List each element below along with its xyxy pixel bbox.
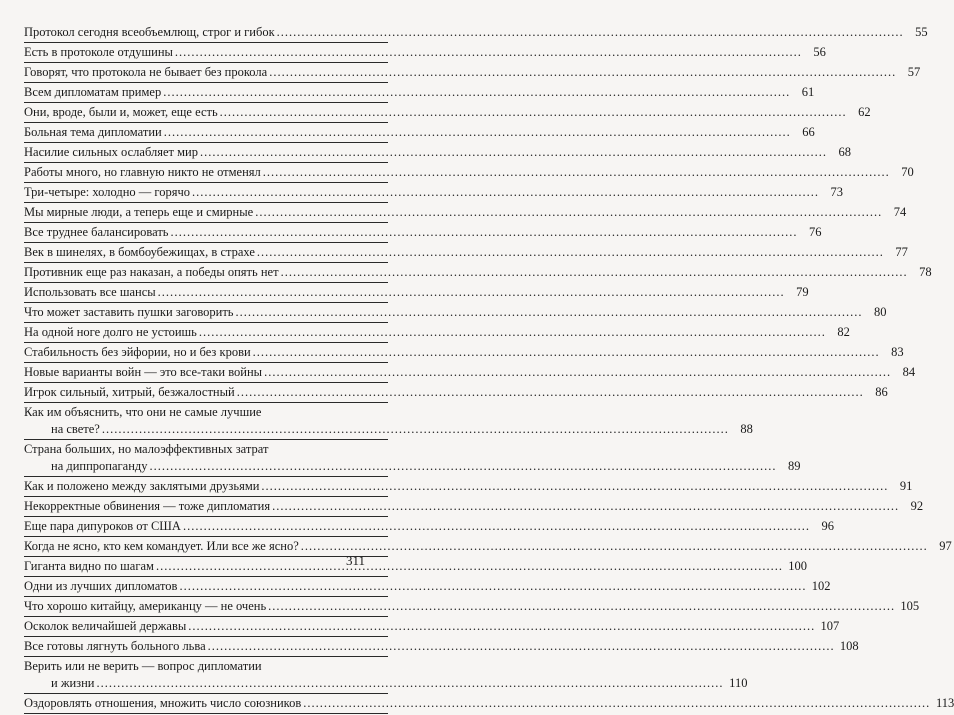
toc-entry — [24, 578, 831, 597]
toc-entry-page: 74 — [893, 205, 907, 219]
toc-entry-page: 113 — [935, 696, 954, 710]
dot-leader — [200, 144, 827, 161]
toc-entry-page: 108 — [839, 639, 859, 653]
toc-entry-title: Осколок величайшей державы — [24, 619, 187, 633]
dot-leader — [183, 518, 810, 535]
toc-entry-title-line1: Страна больших, но малоэффективных затрат — [24, 442, 269, 456]
toc-entry — [24, 658, 748, 694]
toc-entry-page: 68 — [838, 145, 851, 159]
toc-entry-title: Всем дипломатам пример — [24, 85, 162, 99]
toc-entry-page: 55 — [915, 25, 928, 39]
toc-entry-title: Все готовы лягнуть больного льва — [24, 639, 206, 653]
toc-entry — [24, 84, 815, 103]
toc-entry-page: 88 — [740, 422, 753, 436]
dot-leader — [163, 84, 790, 101]
toc-entry-title: Когда не ясно, кто кем командует. Или все же ясно? — [24, 539, 299, 553]
dot-leader — [301, 538, 928, 555]
toc-entry-title: Протокол сегодня всеобъемлющ, строг и гибок — [24, 25, 275, 39]
toc-entry-title: Все труднее балансировать — [24, 225, 169, 239]
toc-entry-page: 76 — [809, 225, 822, 239]
toc-entry-page: 83 — [891, 345, 904, 359]
toc-entry — [24, 558, 807, 577]
toc-entry-page: 97 — [939, 539, 952, 553]
toc-entry — [24, 24, 928, 43]
toc-entry-page: 61 — [801, 85, 815, 99]
toc-entry-page: 91 — [899, 479, 913, 493]
dot-leader — [253, 344, 880, 361]
dot-leader — [179, 578, 806, 595]
table-of-contents — [24, 24, 954, 715]
toc-entry-page: 57 — [907, 65, 921, 79]
toc-entry-title: Одни из лучших дипломатов — [24, 579, 178, 593]
dot-leader — [188, 618, 815, 635]
toc-entry-page: 70 — [901, 165, 914, 179]
toc-entry — [24, 304, 887, 323]
toc-entry-title: Говорят, что протокола не бывает без прокола — [24, 65, 268, 79]
toc-entry-page: 84 — [902, 365, 916, 379]
toc-entry-page: 100 — [788, 559, 807, 573]
toc-entry-title: Как и положено между заклятыми друзьями — [24, 479, 260, 493]
toc-entry-page: 79 — [796, 285, 809, 299]
dot-leader — [156, 558, 783, 575]
toc-entry-page: 107 — [820, 619, 840, 633]
toc-entry-title: Работы много, но главную никто не отменял — [24, 165, 261, 179]
toc-entry — [24, 264, 932, 283]
toc-entry — [24, 518, 834, 537]
toc-entry — [24, 404, 753, 440]
toc-entry — [24, 64, 921, 83]
toc-entry-title-line1: Как им объяснить, что они не самые лучшие — [24, 405, 262, 419]
toc-entry-page: 62 — [858, 105, 871, 119]
toc-entry-page: 77 — [895, 245, 908, 259]
toc-entry — [24, 695, 954, 714]
page-number: 311 — [346, 553, 366, 568]
toc-entry — [24, 344, 904, 363]
toc-entry-title: Есть в протоколе отдушины — [24, 45, 173, 59]
toc-entry-title: на свете? — [51, 422, 100, 436]
toc-entry-title: Что хорошо китайцу, американцу — не очень — [24, 599, 267, 613]
toc-entry-title: Три-четыре: холодно — горячо — [24, 185, 190, 199]
dot-leader — [164, 124, 791, 141]
toc-entry-page: 92 — [910, 499, 924, 513]
toc-entry-title: Они, вроде, были и, может, еще есть — [24, 105, 218, 119]
toc-entry — [24, 284, 809, 303]
toc-entry-page: 56 — [813, 45, 826, 59]
toc-entry — [24, 538, 952, 557]
dot-leader — [208, 638, 835, 655]
toc-entry-page: 105 — [900, 599, 920, 613]
toc-entry — [24, 638, 859, 657]
toc-entry — [24, 478, 913, 497]
dot-leader — [303, 695, 930, 712]
dot-leader — [220, 104, 847, 121]
toc-entry — [24, 498, 924, 517]
toc-entry — [24, 324, 850, 343]
toc-entry — [24, 598, 920, 617]
dot-leader — [150, 458, 777, 475]
toc-entry-page: 86 — [875, 385, 888, 399]
dot-leader — [263, 164, 890, 181]
toc-entry — [24, 104, 871, 123]
dot-leader — [257, 244, 884, 261]
dot-leader — [199, 324, 826, 341]
toc-entry-title: Игрок сильный, хитрый, безжалостный — [24, 385, 235, 399]
toc-entry — [24, 364, 916, 383]
toc-entry-title: Новые варианты войн — это все-таки войны — [24, 365, 263, 379]
toc-entry — [24, 164, 914, 183]
toc-entry-title: на диппропаганду — [51, 459, 148, 473]
toc-entry-page: 73 — [830, 185, 843, 199]
toc-entry — [24, 441, 801, 477]
toc-entry-page: 82 — [837, 325, 850, 339]
dot-leader — [96, 675, 723, 692]
toc-entry-title: Век в шинелях, в бомбоубежищах, в страхе — [24, 245, 255, 259]
toc-entry — [24, 144, 851, 163]
dot-leader — [272, 498, 899, 515]
toc-entry-page: 78 — [919, 265, 932, 279]
dot-leader — [236, 304, 863, 321]
dot-leader — [264, 364, 891, 381]
toc-entry — [24, 618, 840, 637]
dot-leader — [268, 598, 895, 615]
toc-entry-title: Стабильность без эйфории, но и без крови — [24, 345, 251, 359]
dot-leader — [171, 224, 798, 241]
dot-leader — [237, 384, 864, 401]
dot-leader — [158, 284, 785, 301]
toc-entry-page: 96 — [821, 519, 834, 533]
toc-entry — [24, 124, 815, 143]
toc-entry-title: Насилие сильных ослабляет мир — [24, 145, 198, 159]
dot-leader — [102, 421, 729, 438]
toc-entry-title: Что может заставить пушки заговорить — [24, 305, 234, 319]
toc-entry-title: Гиганта видно по шагам — [24, 559, 154, 573]
toc-entry-title: На одной ноге долго не устоишь — [24, 325, 197, 339]
toc-entry — [24, 204, 907, 223]
toc-entry-page: 80 — [874, 305, 887, 319]
toc-entry-title: Оздоровлять отношения, множить число союзников — [24, 696, 302, 710]
toc-entry — [24, 44, 826, 63]
toc-entry-page: 102 — [811, 579, 831, 593]
toc-entry — [24, 384, 888, 403]
toc-entry-title: Противник еще раз наказан, а победы опять нет — [24, 265, 279, 279]
toc-entry-page: 89 — [788, 459, 801, 473]
toc-entry-page: 110 — [729, 676, 748, 690]
dot-leader — [281, 264, 908, 281]
toc-entry — [24, 224, 822, 243]
toc-entry-title: и жизни — [51, 676, 95, 690]
dot-leader — [261, 478, 888, 495]
toc-entry-title: Некорректные обвинения — тоже дипломатия — [24, 499, 271, 513]
toc-entry — [24, 244, 908, 263]
toc-entry-title: Мы мирные люди, а теперь еще и смирные — [24, 205, 254, 219]
toc-entry — [24, 184, 843, 203]
dot-leader — [269, 64, 896, 81]
toc-entry-title: Больная тема дипломатии — [24, 125, 162, 139]
toc-entry-title: Использовать все шансы — [24, 285, 156, 299]
toc-entry-title-line1: Верить или не верить — вопрос дипломатии — [24, 659, 262, 673]
dot-leader — [277, 24, 904, 41]
dot-leader — [175, 44, 802, 61]
toc-entry-title: Еще пара дипуроков от США — [24, 519, 181, 533]
dot-leader — [255, 204, 882, 221]
toc-entry-page: 66 — [802, 125, 815, 139]
dot-leader — [192, 184, 819, 201]
